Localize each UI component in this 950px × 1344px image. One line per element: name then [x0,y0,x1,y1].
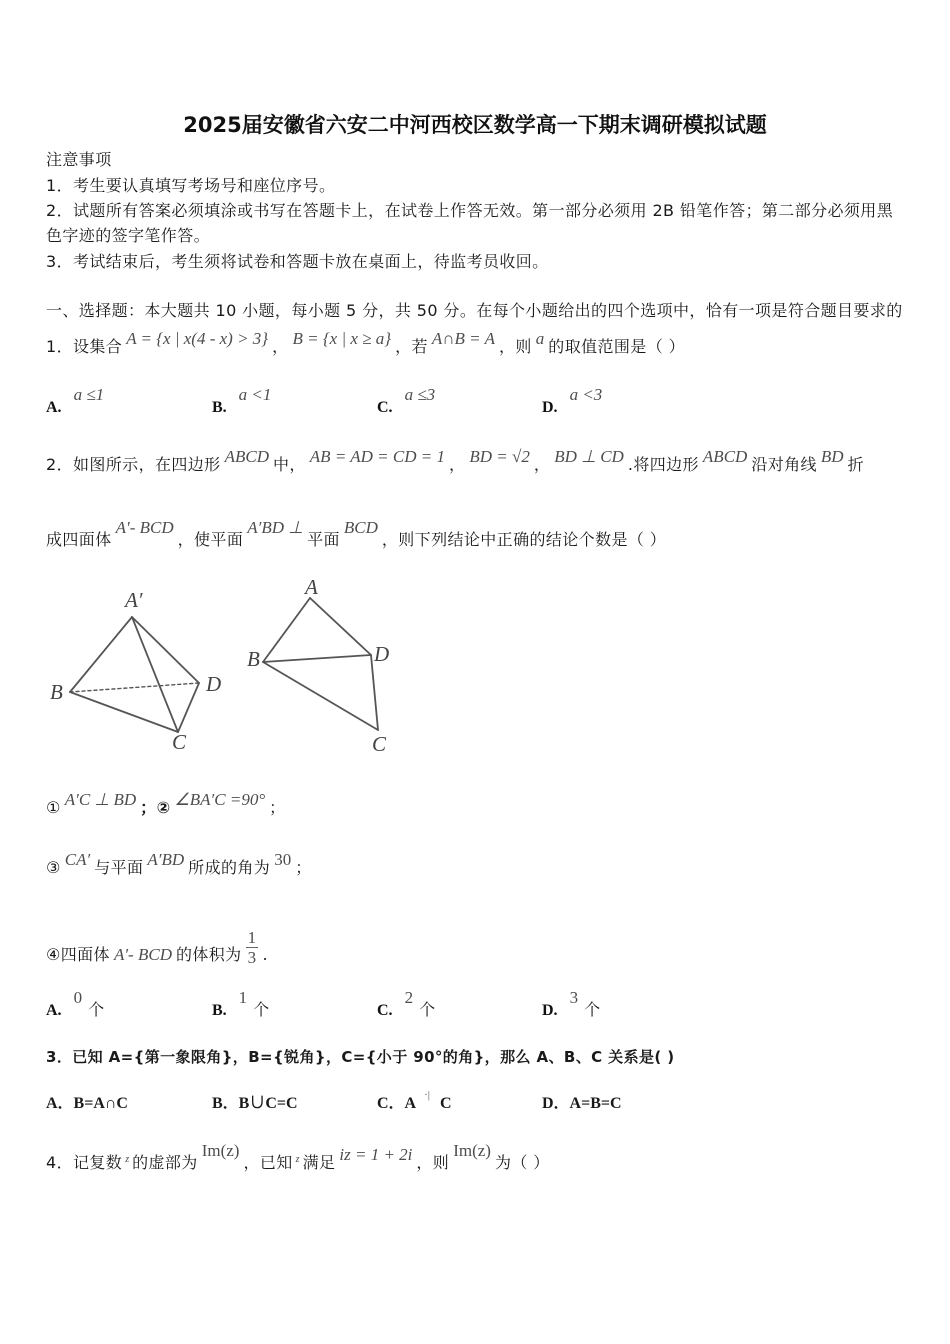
q4-text: 的虚部为 [132,1153,198,1172]
question-2-stem-line-2 [46,518,667,550]
q2-option-d [542,988,601,1021]
q2-text: 成四面体 [46,530,112,549]
option-text: C [440,1095,452,1112]
option-label: D. [542,399,558,416]
q1-text: 的取值范围是（ ） [548,337,685,356]
label-d: D [374,642,390,666]
option-value: a <3 [569,385,603,404]
q2-statements-1-2 [46,790,286,818]
edge-d-c [371,655,378,730]
label-d: D [206,672,222,696]
question-3-stem: 3．已知 A={第一象限角}，B={锐角}，C={小于 90°的角}，那么 A、B、C 关系是( ) [46,1048,675,1066]
option-label: C. [377,399,393,416]
q2-option-b [212,988,270,1021]
q2-text: 沿对角线 [751,455,817,474]
edge-b-d-hidden [70,683,199,692]
option-unit: 个 [88,1000,105,1019]
label-a: A [305,575,318,599]
q4-imaginary-part: Im(z) [201,1141,240,1160]
option-label: A. [46,399,62,416]
edge-a-d [310,598,371,655]
q1-variable: a [535,329,545,348]
q3-option-d: D．A=B=C [542,1095,622,1112]
q2-text: 中， [272,455,306,474]
statement-math: CA′ [64,850,91,869]
statement-math: A′BD [147,850,185,869]
q3-option-a: A．B=A∩C [46,1095,128,1112]
edge-a-prime-c [132,617,178,732]
option-value: 1 [238,988,248,1007]
option-value: 3 [569,988,579,1007]
q2-text: ， [533,455,551,474]
edge-b-d [263,655,371,662]
statement-marker: ① [46,798,61,817]
statement-text: 的体积为 [175,945,242,964]
q2-math: AB = AD = CD = 1 [309,447,445,466]
q2-statement-4 [46,928,268,967]
statement-text: ④四面体 [46,945,110,964]
statement-marker: ③ [46,858,61,877]
q2-text: .将四边形 [627,455,699,474]
notice-heading: 注意事项 [46,150,112,169]
q2-text: ， [448,455,466,474]
question-4-stem [46,1141,550,1176]
q2-text: ，使平面 [177,530,244,549]
tetrahedron-figure [70,617,199,732]
option-label: C. [377,1002,393,1019]
statement-math: 30 [274,850,292,869]
statement-text: 与平面 [94,858,144,877]
statement-text: ； [295,858,312,877]
section-heading: 一、选择题：本大题共 10 小题，每小题 5 分，共 50 分。在每个小题给出的四个选项中，恰有一项是符合题目要求的 [46,301,903,320]
q1-set-b: B = {x | x ≥ a} [292,329,392,348]
q2-option-a [46,988,105,1021]
q2-option-c [377,988,436,1021]
label-c: C [172,730,187,754]
fraction-numerator: 1 [247,928,257,947]
q4-variable: z [125,1154,130,1165]
q2-statement-3 [46,850,312,878]
q4-text: 4．记复数 [46,1153,123,1172]
statement-marker: ；② [140,798,171,817]
q2-math: BCD [343,518,378,537]
q1-option-d [542,385,608,418]
relation-symbol: ·| [424,1089,430,1101]
label-b: B [247,647,260,671]
q1-text: ，则 [498,337,532,356]
q4-variable: z [295,1154,300,1165]
q2-math: A′BD ⊥ [247,518,304,537]
q2-math: ABCD [702,447,748,466]
q1-option-a [46,385,110,418]
edge-b-c [70,692,178,732]
q2-text: 2．如图所示，在四边形 [46,455,221,474]
q2-text: 平面 [307,530,340,549]
edge-b-c [263,662,378,730]
statement-text: ； [269,798,286,817]
q1-text: 1．设集合 [46,337,123,356]
label-c: C [372,732,387,756]
notice-line-3: 色字迹的签字笔作答。 [46,226,211,245]
q2-text: 折 [847,455,864,474]
question-2-stem-line-1 [46,447,864,475]
q1-option-c [377,385,441,418]
label-a-prime: A′ [125,588,143,612]
q1-set-a: A = {x | x(4 - x) > 3} [126,329,269,348]
q1-option-b [212,385,277,418]
quadrilateral-figure [263,598,378,730]
q2-math: BD [820,447,844,466]
option-value: a ≤3 [404,385,436,404]
option-value: a <1 [238,385,272,404]
statement-math: A′- BCD [113,945,172,964]
statement-math: ∠BA′C =90° [174,790,266,809]
q3-option-c [377,1089,452,1115]
edge-a-prime-d [132,617,199,683]
option-label: B. [212,399,227,416]
q4-text: ，则 [416,1153,450,1172]
notice-line-4: 3．考试结束后，考生须将试卷和答题卡放在桌面上，待监考员收回。 [46,252,549,271]
q2-figures [40,575,400,760]
notice-line-1: 1．考生要认真填写考场号和座位序号。 [46,176,336,195]
page-title: 2025届安徽省六安二中河西校区数学高一下期末调研模拟试题 [183,113,767,137]
option-unit: 个 [419,1000,436,1019]
q1-text: ， [272,337,289,356]
statement-math: A′C ⊥ BD [64,790,137,809]
q2-math: BD = √2 [469,447,530,466]
q2-math: BD ⊥ CD [554,447,624,466]
q1-condition: A∩B = A [431,329,495,348]
notice-line-2: 2．试题所有答案必须填涂或书写在答题卡上，在试卷上作答无效。第一部分必须用 2B 铅笔作答；第二部分必须用黑 [46,201,894,220]
edge-a-prime-b [70,617,132,692]
option-label: A. [46,1002,62,1019]
option-label: B. [212,1002,227,1019]
q3-option-b: B．B∪C=C [212,1095,298,1112]
label-b: B [50,680,63,704]
q4-equation: iz = 1 + 2i [339,1145,413,1164]
question-1-stem [46,329,685,357]
option-label: D. [542,1002,558,1019]
q4-text: ，已知 [243,1153,293,1172]
option-text: C．A [377,1095,417,1112]
q2-math: A′- BCD [115,518,174,537]
option-value: 0 [73,988,83,1007]
option-unit: 个 [253,1000,270,1019]
q4-text: 为（ ） [494,1153,550,1172]
option-value: a ≤1 [73,385,105,404]
option-unit: 个 [584,1000,601,1019]
q1-text: ，若 [395,337,428,356]
edge-a-b [263,598,310,662]
q2-text: ，则下列结论中正确的结论个数是（ ） [381,530,667,549]
statement-text: 所成的角为 [188,858,271,877]
statement-text: . [262,945,268,964]
q4-text: 满足 [302,1153,336,1172]
option-value: 2 [404,988,414,1007]
q4-imaginary-part: Im(z) [453,1141,491,1160]
q2-math: ABCD [224,447,269,466]
fraction-one-third [246,928,259,967]
edge-d-c [178,683,199,732]
fraction-denominator: 3 [247,948,257,967]
